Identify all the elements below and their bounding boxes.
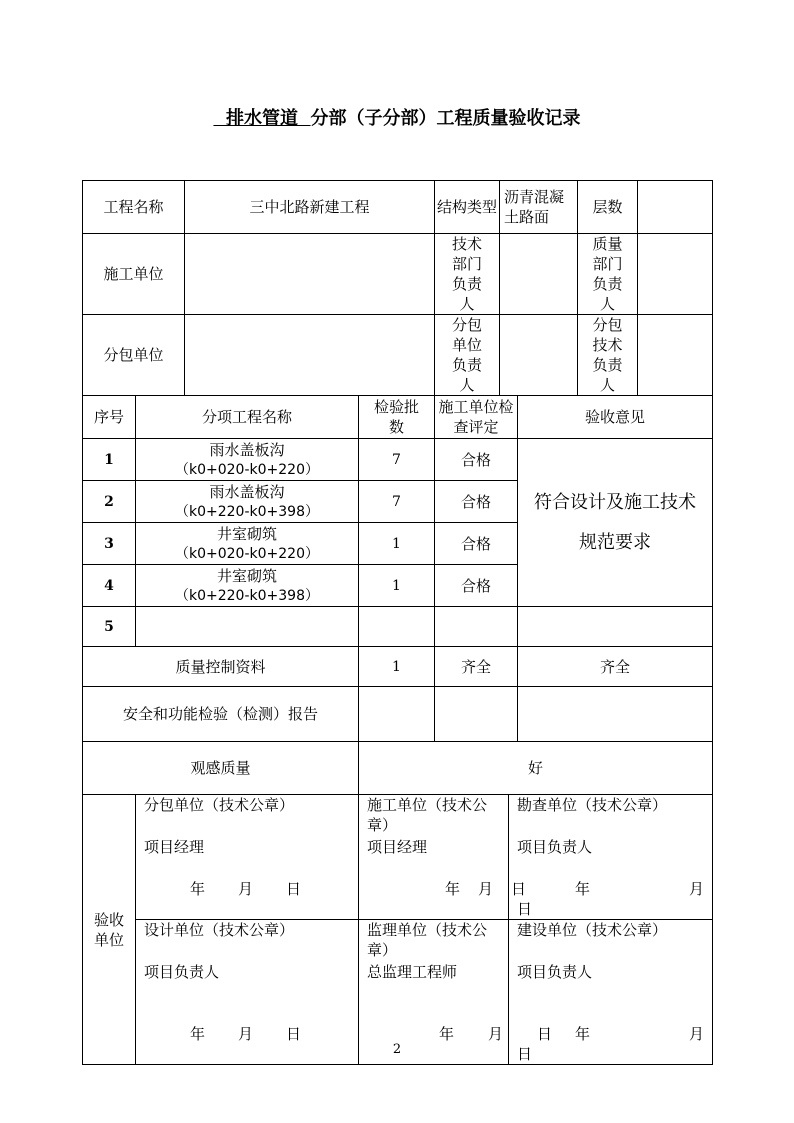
acceptance-row-1	[83, 795, 713, 920]
item-name: 井室砌筑	[217, 566, 278, 585]
project-name-value: 三中北路新建工程	[185, 181, 435, 234]
acceptance-units-label-text: 验收单位	[93, 910, 124, 949]
header-row-2	[83, 234, 713, 315]
subcontract-unit-label: 分包单位	[83, 315, 185, 396]
quality-dept-head-value	[638, 234, 713, 315]
unit-name: 施工单位（技术公章）	[367, 796, 488, 834]
quality-dept-head-label: 质量部门负责人	[578, 234, 638, 315]
quality-control-evaluation: 齐全	[435, 647, 518, 687]
table-row	[83, 607, 713, 647]
item-index: 3	[83, 523, 136, 565]
item-opinion	[518, 607, 713, 647]
signer-role: 项目负责人	[144, 963, 220, 981]
title-subproject-name: 排水管道	[213, 108, 311, 129]
items-header-row	[83, 396, 713, 439]
batches-header: 检验批数	[359, 396, 435, 439]
safety-report-label: 安全和功能检验（检测）报告	[83, 687, 359, 742]
title-text: 分部（子分部）工程质量验收记录	[310, 108, 581, 129]
structure-type-value: 沥青混凝土路面	[500, 181, 578, 234]
safety-report-opinion	[518, 687, 713, 742]
sign-date: 年 月 日	[517, 880, 705, 918]
quality-control-row	[83, 647, 713, 687]
item-range: （k0+020-k0+220）	[175, 545, 319, 562]
construction-unit-label: 施工单位	[83, 234, 185, 315]
item-evaluation: 合格	[435, 439, 518, 481]
item-batches	[359, 607, 435, 647]
unit-name: 设计单位（技术公章）	[144, 921, 295, 939]
unit-name: 分包单位（技术公章）	[144, 796, 295, 814]
tech-dept-head-label: 技术部门负责人	[435, 234, 500, 315]
acceptance-unit-construction	[359, 795, 527, 920]
item-name: 井室砌筑	[217, 524, 278, 543]
appearance-row	[83, 742, 713, 795]
evaluation-header: 施工单位检查评定	[435, 396, 518, 439]
signer-role: 项目经理	[367, 838, 428, 856]
project-name-label: 工程名称	[83, 181, 185, 234]
sign-date: 年 月 日	[445, 880, 527, 898]
safety-report-row	[83, 687, 713, 742]
floors-value	[638, 181, 713, 234]
item-name-cell	[136, 481, 359, 523]
subcontract-head-value	[500, 315, 578, 396]
appearance-value: 好	[359, 742, 713, 795]
subcontract-tech-head-label: 分包技术负责人	[578, 315, 638, 396]
acceptance-opinion-text: 符合设计及施工技术规范要求	[534, 491, 697, 553]
structure-type-label: 结构类型	[435, 181, 500, 234]
signer-role: 项目经理	[144, 838, 205, 856]
signer-role: 总监理工程师	[367, 963, 458, 981]
unit-name: 建设单位（技术公章）	[517, 921, 668, 939]
item-range: （k0+020-k0+220）	[175, 461, 319, 478]
subcontract-unit-value	[185, 315, 435, 396]
acceptance-unit-subcontract	[136, 795, 359, 920]
item-name-cell	[136, 439, 359, 481]
sign-date: 年 月 日	[517, 1025, 705, 1063]
subcontract-tech-head-value	[638, 315, 713, 396]
item-batches: 7	[359, 439, 435, 481]
sign-date: 年 月 日	[190, 1025, 302, 1043]
item-index: 1	[83, 439, 136, 481]
safety-report-evaluation	[435, 687, 518, 742]
quality-control-label: 质量控制资料	[83, 647, 359, 687]
signer-role: 项目负责人	[517, 838, 593, 856]
header-row-1	[83, 181, 713, 234]
quality-control-count: 1	[359, 647, 435, 687]
item-batches: 1	[359, 523, 435, 565]
sign-date: 年 月 日	[439, 1025, 553, 1043]
item-name-header: 分项工程名称	[136, 396, 359, 439]
header-row-3	[83, 315, 713, 396]
unit-name: 监理单位（技术公章）	[367, 921, 488, 959]
acceptance-unit-survey	[509, 795, 713, 920]
acceptance-units-label	[83, 795, 136, 1065]
item-evaluation: 合格	[435, 565, 518, 607]
signer-role: 项目负责人	[517, 963, 593, 981]
acceptance-opinion	[518, 439, 713, 607]
unit-name: 勘查单位（技术公章）	[517, 796, 668, 814]
safety-report-count	[359, 687, 435, 742]
item-range: （k0+220-k0+398）	[175, 587, 319, 604]
item-evaluation: 合格	[435, 481, 518, 523]
item-index: 2	[83, 481, 136, 523]
item-batches: 7	[359, 481, 435, 523]
item-batches: 1	[359, 565, 435, 607]
page-number: 2	[392, 1042, 402, 1057]
item-index: 4	[83, 565, 136, 607]
appearance-label: 观感质量	[83, 742, 359, 795]
item-index: 5	[83, 607, 136, 647]
index-header: 序号	[83, 396, 136, 439]
page-title	[0, 104, 794, 130]
construction-unit-value	[185, 234, 435, 315]
floors-label: 层数	[578, 181, 638, 234]
item-evaluation: 合格	[435, 523, 518, 565]
item-evaluation	[435, 607, 518, 647]
subcontract-head-label: 分包单位负责人	[435, 315, 500, 396]
sign-date: 年 月 日	[190, 880, 302, 898]
item-name: 雨水盖板沟	[209, 440, 285, 459]
quality-control-opinion: 齐全	[518, 647, 713, 687]
item-name: 雨水盖板沟	[209, 482, 285, 501]
opinion-header: 验收意见	[518, 396, 713, 439]
item-name-cell	[136, 523, 359, 565]
item-range: （k0+220-k0+398）	[175, 503, 319, 520]
table-row	[83, 439, 713, 481]
tech-dept-head-value	[500, 234, 578, 315]
acceptance-record-table	[82, 180, 713, 1065]
item-name-cell	[136, 607, 359, 647]
item-name-cell	[136, 565, 359, 607]
